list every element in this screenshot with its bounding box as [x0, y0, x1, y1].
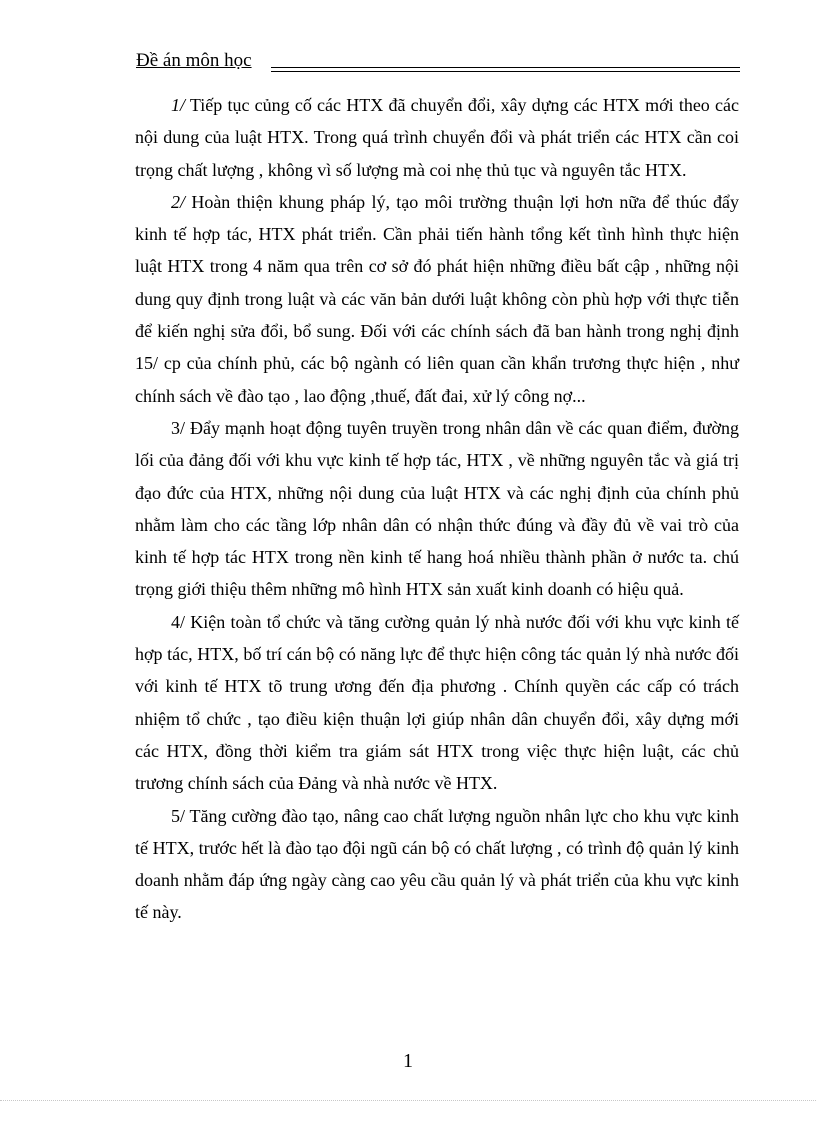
- page-number: 1: [403, 1050, 413, 1072]
- paragraph-number: 4/: [171, 611, 186, 632]
- paragraph-text: Tăng cường đào tạo, nâng cao chất lượng nguồn nhân lực cho khu vực kinh tế HTX, trước hết là đào tạo đội ngũ cán bộ có chất lượng , có trình độ quản lý kinh doanh nhằm đáp ứng ngày càng cao yêu cầu quản lý và phát triển của khu vực kinh tế này.: [135, 805, 739, 923]
- paragraph-4: [135, 606, 739, 800]
- page-header: [136, 50, 740, 76]
- paragraph-1: [135, 89, 739, 186]
- header-rule-top: [271, 67, 740, 68]
- paragraph-text: Tiếp tục củng cố các HTX đã chuyển đổi, xây dựng các HTX mới theo các nội dung của luật HTX. Trong quá trình chuyển đổi và phát triển các HTX cần coi trọng chất lượng , không vì số lượng mà coi nhẹ thủ tục và nguyên tắc HTX.: [135, 95, 739, 180]
- paragraph-2: [135, 186, 739, 412]
- header-title: Đề án môn học: [136, 50, 252, 71]
- paragraph-5: [135, 800, 739, 929]
- paragraph-text: Kiện toàn tổ chức và tăng cường quản lý nhà nước đối với khu vực kinh tế hợp tác, HTX, bố trí cán bộ có năng lực để thực hiện công tác quản lý nhà nước đối với kinh tế HTX tõ trung ương đến địa phương . Chính quyền các cấp có trách nhiệm tổ chức , tạo điều kiện thuận lợi giúp nhân dân chuyển đổi, xây dựng mới các HTX, đồng thời kiểm tra giám sát HTX trong việc thực hiện luật, các chủ trương chính sách của Đảng và nhà nước về HTX.: [135, 611, 739, 794]
- paragraph-number: 3/: [171, 417, 186, 438]
- paragraph-number: 5/: [171, 805, 186, 826]
- paragraph-number: 2/: [171, 191, 186, 212]
- document-body: [135, 89, 739, 929]
- paragraph-text: Đẩy mạnh hoạt động tuyên truyền trong nhân dân về các quan điểm, đường lối của đảng đối với khu vực kinh tế hợp tác, HTX , về những nguyên tắc và giá trị đạo đức của HTX, những nội dung của luật HTX và các nghị định của chính phủ nhằm làm cho các tầng lớp nhân dân có nhận thức đúng và đầy đủ về vai trò của kinh tế hợp tác HTX trong nền kinh tế hang hoá nhiều thành phần ở nước ta. chú trọng giới thiệu thêm những mô hình HTX sản xuất kinh doanh có hiệu quả.: [135, 417, 739, 600]
- header-rule-bottom: [271, 71, 740, 72]
- page-bottom-divider: [0, 1100, 816, 1101]
- paragraph-number: 1/: [171, 95, 186, 115]
- paragraph-text: Hoàn thiện khung pháp lý, tạo môi trường thuận lợi hơn nữa để thúc đẩy kinh tế hợp tác, HTX phát triển. Cần phải tiến hành tổng kết tình hình thực hiện luật HTX trong 4 năm qua trên cơ sở đó phát hiện những điều bất cập , những nội dung quy định trong luật và các văn bản dưới luật không còn phù hợp với thực tiễn để kiến nghị sửa đổi, bổ sung. Đối với các chính sách đã ban hành trong nghị định 15/ cp của chính phủ, các bộ ngành có liên quan cần khẩn trương thực hiện , như chính sách về đào tạo , lao động ,thuế, đất đai, xử lý công nợ...: [135, 191, 739, 406]
- paragraph-3: [135, 412, 739, 606]
